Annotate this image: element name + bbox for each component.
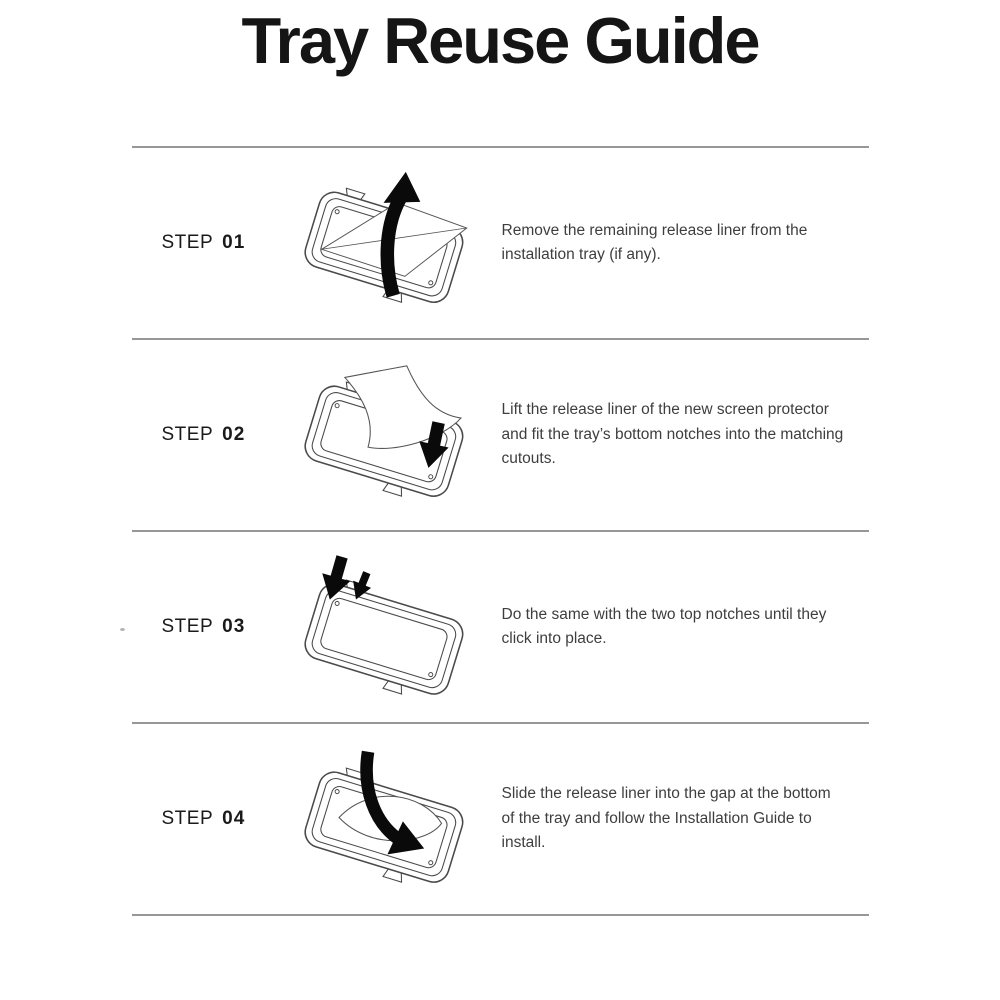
step-word: STEP — [161, 232, 214, 253]
step-row-01 — [132, 148, 869, 338]
step-word: STEP — [161, 616, 214, 637]
tray-lift-liner-down-arrow-illustration — [282, 360, 487, 510]
step-illustration-slide-liner — [267, 724, 502, 914]
step-label — [132, 616, 267, 638]
step-description: Do the same with the two top notches until they click into place. — [501, 605, 827, 647]
tray-two-top-notch-down-arrows-illustration — [282, 552, 487, 702]
step-illustration-lift-liner — [267, 340, 502, 530]
page-title: Tray Reuse Guide — [241, 4, 759, 77]
step-row-03 — [132, 532, 869, 722]
step-illustration-peel-liner — [267, 148, 502, 338]
step-word: STEP — [161, 808, 214, 829]
step-label — [132, 808, 267, 830]
step-number: 03 — [222, 616, 246, 637]
stray-print-mark — [120, 628, 125, 631]
tray-peel-liner-up-arrow-illustration — [282, 168, 487, 318]
step-description: Slide the release liner into the gap at the bottom of the tray and follow the Installation Guide to install. — [501, 785, 831, 852]
tray-slide-liner-curved-arrow-illustration — [282, 744, 487, 894]
step-label — [132, 232, 267, 254]
step-illustration-top-notches — [267, 532, 502, 722]
step-row-02 — [132, 340, 869, 530]
divider-line — [132, 914, 869, 916]
page-header — [0, 0, 1000, 146]
step-number: 01 — [222, 232, 246, 253]
step-number: 04 — [222, 808, 246, 829]
step-word: STEP — [161, 424, 214, 445]
step-row-04 — [132, 724, 869, 914]
step-number: 02 — [222, 424, 246, 445]
step-label — [132, 424, 267, 446]
step-description: Lift the release liner of the new screen protector and fit the tray’s bottom notches into the matching cutouts. — [501, 401, 844, 468]
step-description: Remove the remaining release liner from the installation tray (if any). — [501, 221, 808, 263]
guide-content — [132, 146, 869, 916]
